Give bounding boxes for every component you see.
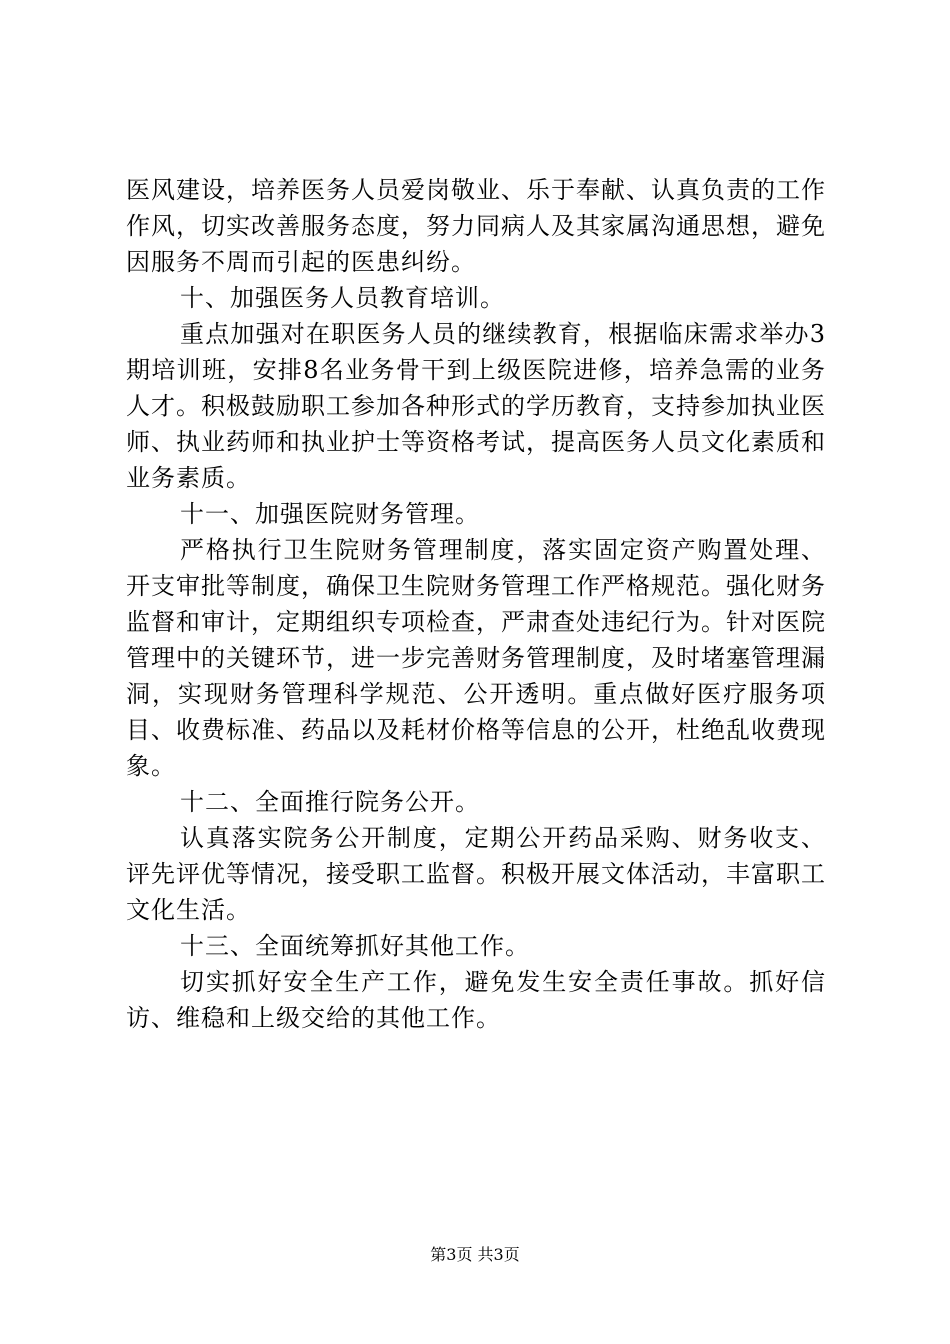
paragraph-3: 严格执行卫生院财务管理制度，落实固定资产购置处理、开支审批等制度，确保卫生院财务管理工作严格规范。强化财务监督和审计，定期组织专项检查，严肃查处违纪行为。针对医院管理中的关键环节，进一步完善财务管理制度，及时堵塞管理漏洞，实现财务管理科学规范、公开透明。重点做好医疗服务项目、收费标准、药品以及耗材价格等信息的公开，杜绝乱收费现象。 [126,536,826,780]
section-heading-10: 十、加强医务人员教育培训。 [180,284,505,312]
section-heading-12: 十二、全面推行院务公开。 [180,788,480,816]
page-footer [0,1243,950,1267]
section-heading-13: 十三、全面统筹抓好其他工作。 [180,932,530,960]
paragraph-5: 切实抓好安全生产工作，避免发生安全责任事故。抓好信访、维稳和上级交给的其他工作。 [126,968,826,1032]
paragraph-1: 医风建设，培养医务人员爱岗敬业、乐于奉献、认真负责的工作作风，切实改善服务态度，努力同病人及其家属沟通思想，避免因服务不周而引起的医患纠纷。 [126,176,826,276]
paragraph-2: 重点加强对在职医务人员的继续教育，根据临床需求举办3期培训班，安排8名业务骨干到上级医院进修，培养急需的业务人才。积极鼓励职工参加各种形式的学历教育，支持参加执业医师、执业药师和执业护士等资格考试，提高医务人员文化素质和业务素质。 [126,320,826,492]
paragraph-4: 认真落实院务公开制度，定期公开药品采购、财务收支、评先评优等情况，接受职工监督。积极开展文体活动，丰富职工文化生活。 [126,824,826,924]
section-heading-11: 十一、加强医院财务管理。 [180,500,480,528]
document-body [126,172,826,1036]
page-number: 第3页 共3页 [430,1245,520,1264]
